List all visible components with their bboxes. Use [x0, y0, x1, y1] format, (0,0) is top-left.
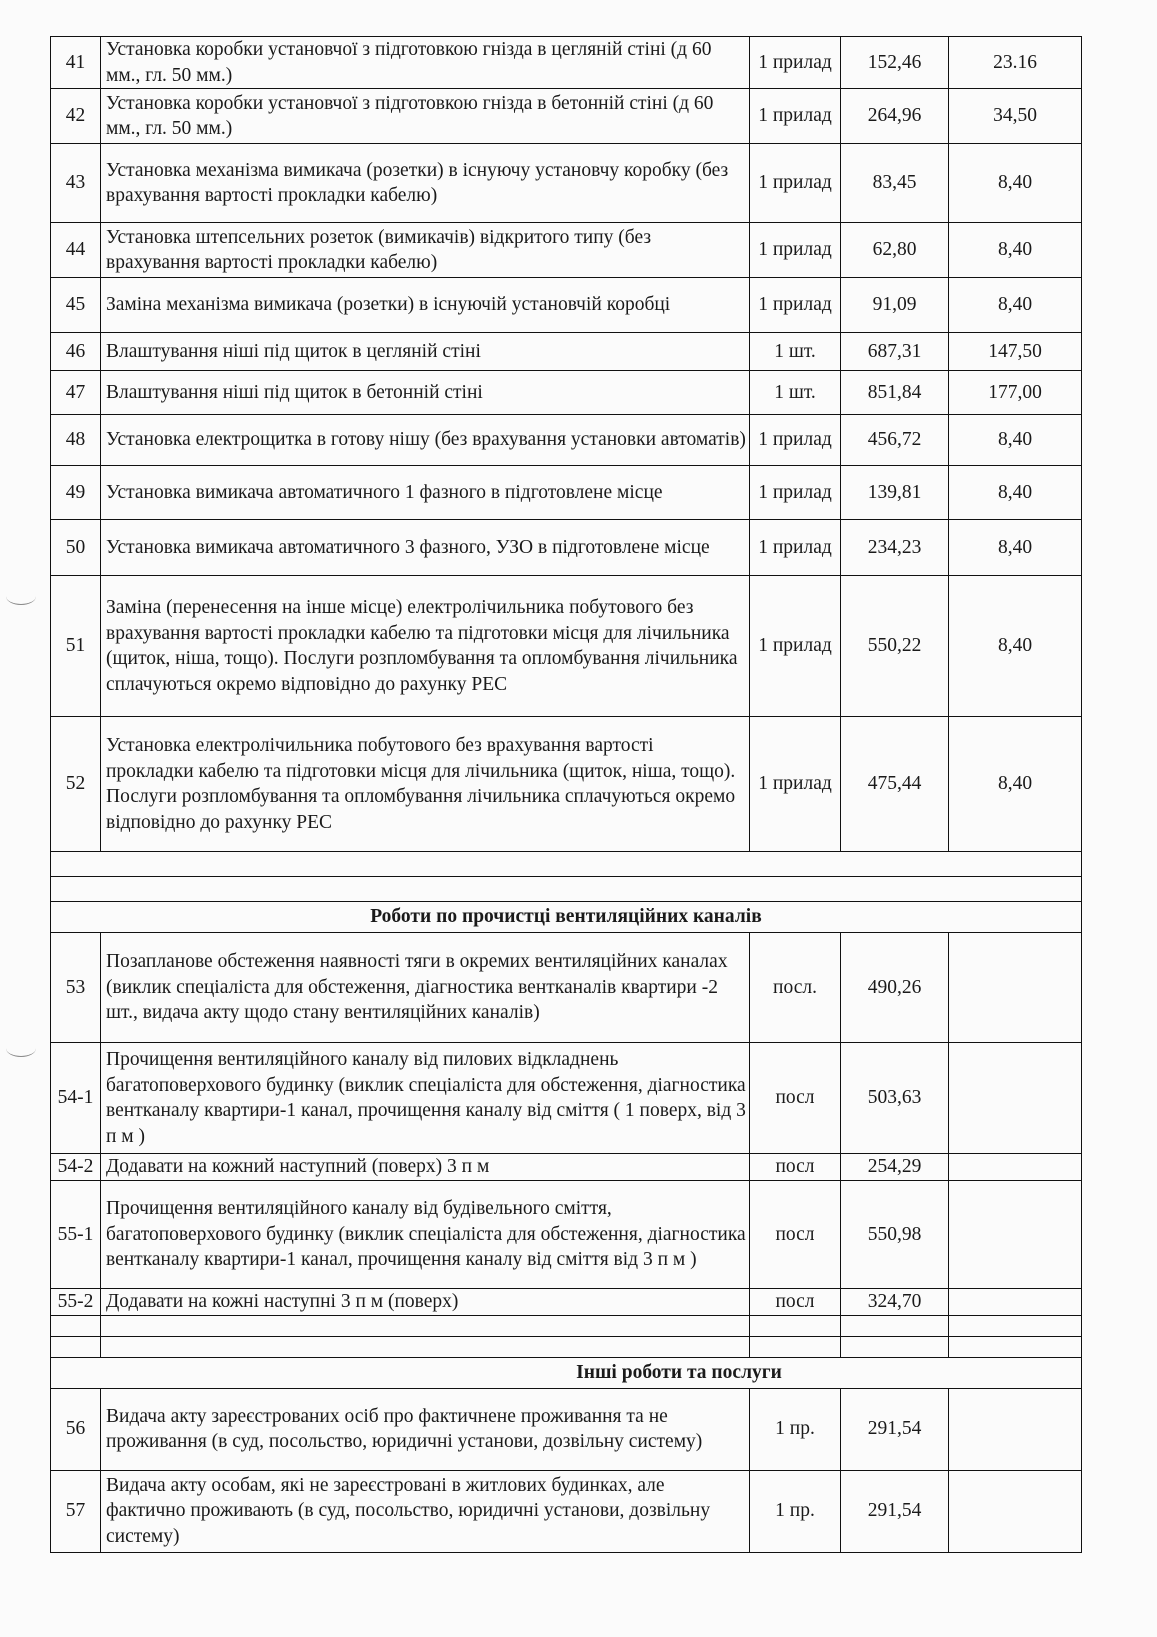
item-extra-price — [949, 1388, 1082, 1470]
empty-row — [51, 852, 1082, 877]
item-extra-price — [949, 1470, 1082, 1552]
item-number: 47 — [51, 371, 101, 415]
item-number: 52 — [51, 717, 101, 852]
item-number: 44 — [51, 223, 101, 278]
item-extra-price: 8,40 — [949, 223, 1082, 278]
item-number: 55-1 — [51, 1181, 101, 1289]
item-unit: 1 прилад — [750, 466, 841, 520]
item-description: Установка вимикача автоматичного 1 фазного в підготовлене місце — [101, 466, 750, 520]
table-row — [51, 278, 1082, 333]
item-extra-price — [949, 1181, 1082, 1289]
item-description: Установка електрощитка в готову нішу (без врахування установки автоматів) — [101, 415, 750, 466]
item-price: 550,98 — [841, 1181, 949, 1289]
item-price: 91,09 — [841, 278, 949, 333]
item-unit: 1 прилад — [750, 223, 841, 278]
table-row — [51, 1181, 1082, 1289]
item-description: Заміна механізма вимикача (розетки) в існуючій установчій коробці — [101, 278, 750, 333]
other-services-rows — [51, 1388, 1082, 1552]
item-extra-price: 177,00 — [949, 371, 1082, 415]
item-price: 550,22 — [841, 576, 949, 717]
table-row — [51, 144, 1082, 223]
item-unit: 1 прилад — [750, 415, 841, 466]
item-number: 53 — [51, 933, 101, 1043]
table-row — [51, 1470, 1082, 1552]
spacer-rows — [51, 1315, 1082, 1388]
table-row — [51, 717, 1082, 852]
section-title: Інші роботи та послуги — [51, 1357, 1082, 1388]
table-row — [51, 1043, 1082, 1154]
item-extra-price — [949, 1043, 1082, 1154]
table-row — [51, 415, 1082, 466]
table-row — [51, 576, 1082, 717]
item-extra-price — [949, 933, 1082, 1043]
item-price: 291,54 — [841, 1388, 949, 1470]
item-number: 41 — [51, 37, 101, 89]
item-description: Влаштування ніші під щиток в цегляній стіні — [101, 333, 750, 371]
item-extra-price: 8,40 — [949, 278, 1082, 333]
item-extra-price — [949, 1154, 1082, 1181]
item-price: 152,46 — [841, 37, 949, 89]
item-description: Установка коробки установчої з підготовкою гнізда в бетонній стіні (д 60 мм., гл. 50 мм.) — [101, 89, 750, 144]
item-number: 43 — [51, 144, 101, 223]
item-number: 51 — [51, 576, 101, 717]
item-extra-price: 147,50 — [949, 333, 1082, 371]
item-price: 254,29 — [841, 1154, 949, 1181]
item-description: Позапланове обстеження наявності тяги в окремих вентиляційних каналах (виклик спеціаліста для обстеження, діагностика вентканалів квартири -2 шт., видача акту щодо стану вентиляційних каналів) — [101, 933, 750, 1043]
item-number: 49 — [51, 466, 101, 520]
item-extra-price: 8,40 — [949, 520, 1082, 576]
table-row — [51, 1154, 1082, 1181]
item-price: 456,72 — [841, 415, 949, 466]
item-description: Установка штепсельних розеток (вимикачів) відкритого типу (без врахування вартості прокладки кабелю) — [101, 223, 750, 278]
price-list-page — [50, 36, 1081, 1553]
item-description: Додавати на кожні наступні 3 п м (поверх) — [101, 1289, 750, 1316]
empty-row — [51, 1315, 1082, 1336]
table-row — [51, 933, 1082, 1043]
table-row — [51, 223, 1082, 278]
item-unit: посл — [750, 1043, 841, 1154]
item-unit: посл — [750, 1154, 841, 1181]
item-price: 264,96 — [841, 89, 949, 144]
item-extra-price: 8,40 — [949, 717, 1082, 852]
item-extra-price: 8,40 — [949, 576, 1082, 717]
item-extra-price: 23.16 — [949, 37, 1082, 89]
item-description: Установка механізма вимикача (розетки) в існуючу установчу коробку (без врахування вартості прокладки кабелю) — [101, 144, 750, 223]
item-number: 48 — [51, 415, 101, 466]
item-extra-price: 8,40 — [949, 466, 1082, 520]
table-row — [51, 520, 1082, 576]
table-row — [51, 333, 1082, 371]
item-description: Видача акту зареєстрованих осіб про фактичнене проживання та не проживання (в суд, посольство, юридичні установи, дозвільну систему) — [101, 1388, 750, 1470]
item-description: Установка коробки установчої з підготовкою гнізда в цегляній стіні (д 60 мм., гл. 50 мм.) — [101, 37, 750, 89]
item-number: 54-2 — [51, 1154, 101, 1181]
item-extra-price — [949, 1289, 1082, 1316]
item-unit: 1 прилад — [750, 37, 841, 89]
section-header-ventilation — [51, 902, 1082, 933]
item-unit: 1 пр. — [750, 1388, 841, 1470]
item-number: 56 — [51, 1388, 101, 1470]
table-row — [51, 89, 1082, 144]
section-header-other — [51, 1357, 1082, 1388]
item-price: 490,26 — [841, 933, 949, 1043]
table-row — [51, 1289, 1082, 1316]
item-description: Додавати на кожний наступний (поверх) 3 п м — [101, 1154, 750, 1181]
item-number: 42 — [51, 89, 101, 144]
item-number: 54-1 — [51, 1043, 101, 1154]
item-unit: посл — [750, 1181, 841, 1289]
item-number: 55-2 — [51, 1289, 101, 1316]
item-description: Установка вимикача автоматичного 3 фазного, УЗО в підготовлене місце — [101, 520, 750, 576]
item-number: 46 — [51, 333, 101, 371]
item-description: Влаштування ніші під щиток в бетонній стіні — [101, 371, 750, 415]
item-description: Установка електролічильника побутового без врахування вартості прокладки кабелю та підготовки місця для лічильника (щиток, ніша, тощо). Послуги розпломбування та опломбування лічильника сплачуються окремо відповідно до рахунку РЕС — [101, 717, 750, 852]
item-unit: 1 прилад — [750, 89, 841, 144]
item-number: 57 — [51, 1470, 101, 1552]
item-unit: 1 прилад — [750, 520, 841, 576]
item-unit: 1 шт. — [750, 333, 841, 371]
electrical-services-rows — [51, 37, 1082, 852]
table-row — [51, 466, 1082, 520]
empty-row — [51, 877, 1082, 902]
item-unit: 1 прилад — [750, 144, 841, 223]
item-extra-price: 8,40 — [949, 415, 1082, 466]
punch-hole-mark — [6, 1040, 36, 1057]
item-number: 45 — [51, 278, 101, 333]
empty-row — [51, 1336, 1082, 1357]
item-unit: посл. — [750, 933, 841, 1043]
section-title: Роботи по прочистці вентиляційних каналів — [51, 902, 1082, 933]
table-row — [51, 371, 1082, 415]
item-price: 324,70 — [841, 1289, 949, 1316]
punch-hole-mark — [6, 588, 36, 605]
table-row — [51, 37, 1082, 89]
item-extra-price: 34,50 — [949, 89, 1082, 144]
item-unit: 1 прилад — [750, 576, 841, 717]
item-price: 62,80 — [841, 223, 949, 278]
item-description: Прочищення вентиляційного каналу від будівельного сміття, багатоповерхового будинку (виклик спеціаліста для обстеження, діагностика вентканалу квартири-1 канал, прочищення каналу від сміття від 3 п м ) — [101, 1181, 750, 1289]
table-row — [51, 1388, 1082, 1470]
item-price: 234,23 — [841, 520, 949, 576]
spacer-rows — [51, 852, 1082, 933]
item-number: 50 — [51, 520, 101, 576]
item-price: 139,81 — [841, 466, 949, 520]
item-price: 83,45 — [841, 144, 949, 223]
item-price: 475,44 — [841, 717, 949, 852]
item-unit: 1 прилад — [750, 278, 841, 333]
item-description: Прочищення вентиляційного каналу від пилових відкладнень багатоповерхового будинку (виклик спеціаліста для обстеження, діагностика вентканалу квартири-1 канал, прочищення каналу від сміття ( 1 поверх, від 3 п м ) — [101, 1043, 750, 1154]
item-unit: 1 шт. — [750, 371, 841, 415]
item-price: 851,84 — [841, 371, 949, 415]
item-description: Заміна (перенесення на інше місце) електролічильника побутового без врахування вартості прокладки кабелю та підготовки місця для лічильника (щиток, ніша, тощо). Послуги розпломбування та опломбування лічильника сплачуються окремо відповідно до рахунку РЕС — [101, 576, 750, 717]
ventilation-services-rows — [51, 933, 1082, 1316]
services-price-table — [50, 36, 1082, 1553]
item-extra-price: 8,40 — [949, 144, 1082, 223]
item-price: 687,31 — [841, 333, 949, 371]
item-unit: 1 пр. — [750, 1470, 841, 1552]
item-price: 503,63 — [841, 1043, 949, 1154]
item-unit: посл — [750, 1289, 841, 1316]
item-description: Видача акту особам, які не зареєстровані в житлових будинках, але фактично проживають (в суд, посольство, юридичні установи, дозвільну систему) — [101, 1470, 750, 1552]
item-price: 291,54 — [841, 1470, 949, 1552]
item-unit: 1 прилад — [750, 717, 841, 852]
